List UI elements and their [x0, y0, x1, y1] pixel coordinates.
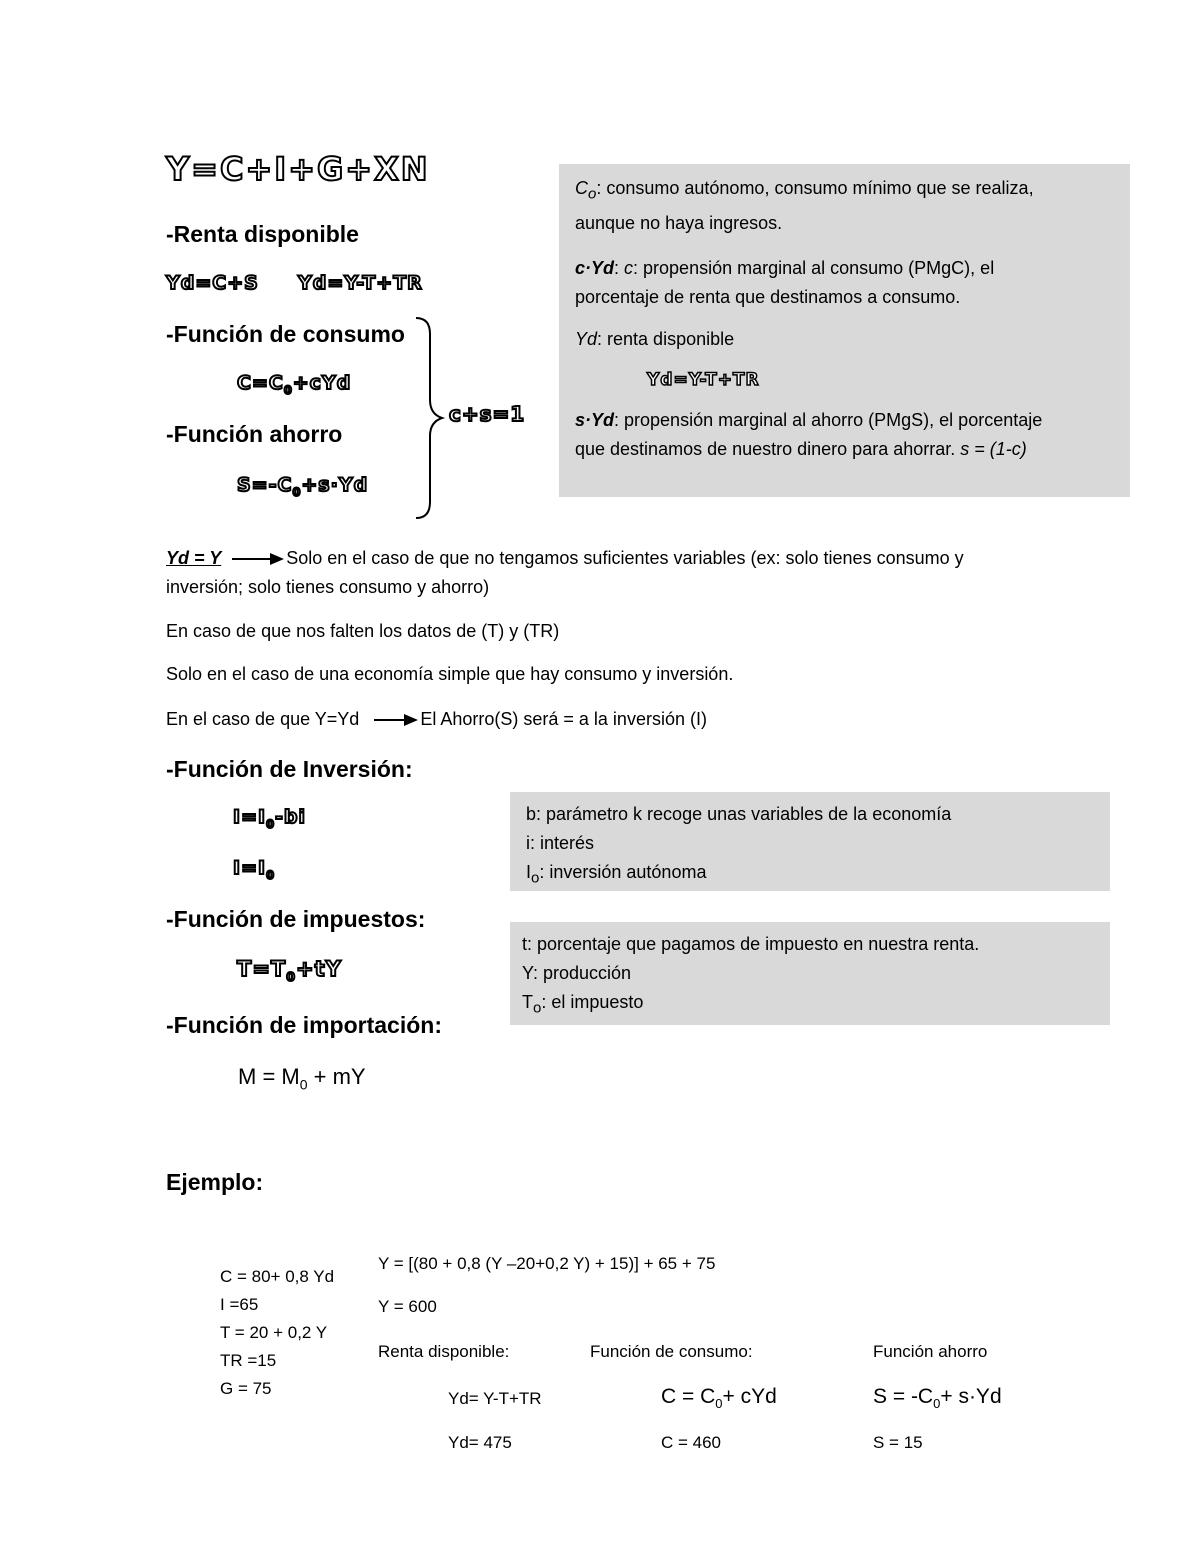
note-line1-cont: inversión; solo tienes consumo y ahorro) [166, 577, 490, 597]
brace-label: c+s=1 [449, 402, 526, 426]
given-item: C = 80+ 0,8 Yd [220, 1267, 335, 1286]
inversion-box-line3: $I_o$: inversión autónoma [526, 862, 707, 887]
note-line1: Yd = Y Solo en el caso de que no tengamos suficientes variables (ex: solo tienes consumo y [166, 548, 964, 568]
inversion-box-line2: i: interés [526, 833, 595, 853]
note-line3: Solo en el caso de una economía simple que hay consumo y inversión. [166, 664, 734, 684]
impuestos-box [510, 922, 1110, 1025]
inversion-eq2: $I=I_0$ [233, 857, 275, 882]
arrow-right-icon [374, 713, 418, 727]
ejemplo-col1-title: Renta disponible: [378, 1342, 510, 1361]
impuestos-box-line3: $T_o$: el impuesto [522, 992, 644, 1017]
importacion-eq: $M = M_0$ + mY [238, 1064, 366, 1093]
given-item: T = 20 + 0,2 Y [220, 1323, 328, 1342]
ejemplo-y-result: Y = 600 [378, 1297, 437, 1316]
consumo-heading: -Función de consumo [166, 321, 405, 347]
given-item: I =65 [220, 1295, 259, 1314]
ejemplo-col1-result: Yd= 475 [448, 1433, 512, 1452]
impuestos-box-line2: Y: producción [522, 963, 632, 983]
renta-eq2: Yd=Y-T+TR [298, 272, 423, 294]
note-line4: En el caso de que Y=Yd El Ahorro(S) será = a la inversión (I) [166, 709, 707, 729]
def-yd: Yd: renta disponible [575, 328, 735, 349]
consumo-eq: $C=C_0+cYd$ [237, 372, 352, 397]
impuestos-box-line1: t: porcentaje que pagamos de impuesto en nuestra renta. [522, 934, 980, 954]
definitions-box [559, 164, 1130, 497]
ahorro-eq: $S=-C_0+s\cdot Yd$ [237, 474, 369, 499]
arrow-right-icon [232, 552, 284, 566]
importacion-heading: -Función de importación: [166, 1012, 442, 1038]
ejemplo-heading: Ejemplo: [166, 1169, 264, 1195]
ejemplo-col2-formula: $C = C_0+$ cYd [661, 1385, 777, 1412]
renta-eq1: Yd=C+S [166, 272, 259, 294]
ejemplo-col3-result: S = 15 [873, 1433, 923, 1452]
impuestos-heading: -Función de impuestos: [166, 906, 426, 932]
ejemplo-col2-title: Función de consumo: [590, 1342, 753, 1361]
main-equation: Y=C+I+G+XN [166, 150, 430, 188]
ahorro-heading: -Función ahorro [166, 421, 343, 447]
renta-heading: -Renta disponible [166, 221, 359, 247]
ejemplo-col1-formula: Yd= Y-T+TR [448, 1389, 542, 1408]
ejemplo-col2-result: C = 460 [661, 1433, 722, 1452]
def-yd-eq: Yd=Y-T+TR [647, 369, 760, 390]
given-item: G = 75 [220, 1379, 272, 1398]
ejemplo-y-equation: Y = [(80 + 0,8 (Y –20+0,2 Y) + 15)] + 65 + 75 [378, 1254, 716, 1273]
def-syd: s·Yd: propensión marginal al ahorro (PMgS), el porcentaje que destinamos de nuestro dinero para ahorrar. s = (1-c) [575, 409, 1043, 459]
def-c0: $C_o$: consumo autónomo, consumo mínimo que se realiza, aunque no haya ingresos. [575, 178, 1034, 233]
given-item: TR =15 [220, 1351, 277, 1370]
note-line2: En caso de que nos falten los datos de (T) y (TR) [166, 621, 560, 641]
right-brace-icon [410, 314, 446, 522]
ejemplo-givens [220, 1263, 334, 1403]
ejemplo-col3-title: Función ahorro [873, 1342, 988, 1361]
inversion-eq1: $I=I_0-bi$ [233, 806, 306, 831]
inversion-box [510, 792, 1110, 891]
inversion-heading: -Función de Inversión: [166, 756, 413, 782]
def-cyd: c·Yd: c: propensión marginal al consumo (PMgC), el porcentaje de renta que destinamos a consumo. [575, 257, 995, 307]
ejemplo-col3-formula: $S = -C_0+ s\cdot Yd$ [873, 1385, 1002, 1412]
inversion-box-line1: b: parámetro k recoge unas variables de la economía [526, 804, 952, 824]
impuestos-eq: $T=T_0+tY$ [237, 957, 342, 985]
